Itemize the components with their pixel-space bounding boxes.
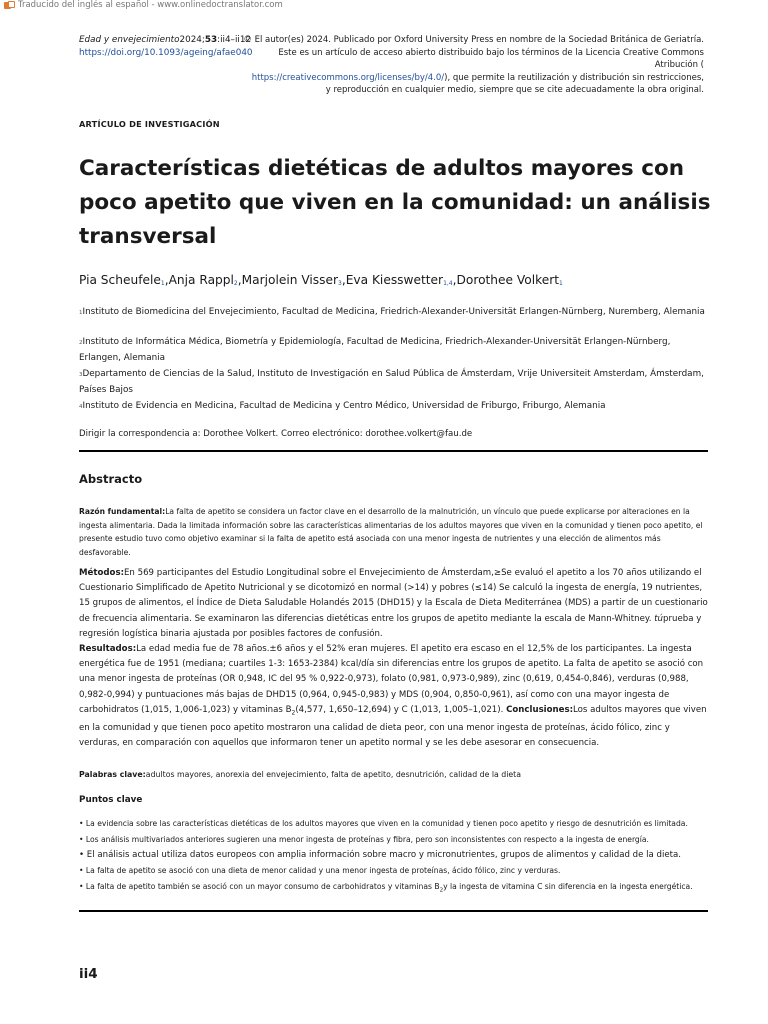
author-name[interactable]: Pia Scheufele — [79, 273, 161, 287]
affiliation-text: Instituto de Biomedicina del Envejecimiento, Facultad de Medicina, Friedrich-Alexander-Universität Erlangen-Nürnberg, Nuremberg, Alemania — [82, 307, 705, 317]
methods-text-2: prueba y regresión logística binaria ajustada por posibles factores de confusión. — [79, 613, 702, 639]
keywords-text: adultos mayores, anorexia del envejecimiento, falta de apetito, desnutrición, calidad de la dieta — [145, 770, 522, 779]
results-subscript: 2 — [291, 709, 296, 717]
methods-italic: tú — [654, 613, 664, 624]
author-affiliation-ref[interactable]: 3 — [337, 280, 342, 287]
key-points-list — [79, 816, 714, 900]
abstract-heading: Abstracto — [79, 472, 143, 486]
affiliation-number: 2 — [79, 340, 83, 346]
conclusions-text: Los adultos mayores que viven en la comunidad y que tienen poco apetito mostraron una calidad de dieta peor, con una menor ingesta de proteínas, ácido fólico, zinc y verduras, en comparación con aquellos que informaron tener un apetito normal y se les debe asesorar en consecuencia. — [79, 704, 707, 748]
license-link[interactable]: https://creativecommons.org/licenses/by/4.0/ — [251, 72, 445, 83]
key-point-5-subscript: 2 — [439, 887, 444, 894]
copyright-line-3: ), que permite la reutilización y distribución sin restricciones, — [444, 72, 704, 83]
article-title: Características dietéticas de adultos mayores con poco apetito que viven en la comunidad: un análisis transversal — [79, 156, 711, 249]
divider-top — [79, 450, 708, 452]
affiliation-text: Departamento de Ciencias de la Salud, Instituto de Investigación en Salud Pública de Ámsterdam, Vrije Universiteit Amsterdam, Ámsterdam, Países Bajos — [79, 369, 704, 395]
methods-text: En 569 participantes del Estudio Longitudinal sobre el Envejecimiento de Ámsterdam,≥Se evaluó el apetito a los 70 años utilizando el Cuestionario Simplificado de Apetito Nutricional y se dicotomizó en normal (>14) y pobres (≤14) Se calculó la ingesta de energía, 19 nutrientes, 15 grupos de alimentos, el Índice de Dieta Saludable Holandés 2015 (DHD15) y la Escala de Dieta Mediterránea (MDS) a partir de un cuestionario de frecuencia alimentaria. Se examinaron las diferencias dietéticas entre los grupos de apetito mediante la escala de Mann-Whitney. — [79, 568, 708, 624]
journal-year: 2024; — [179, 35, 205, 45]
results-label: Resultados: — [79, 644, 137, 655]
methods-label: Métodos: — [79, 568, 124, 578]
affiliation-number: 1 — [79, 310, 83, 316]
author-name[interactable]: Anja Rappl — [168, 273, 234, 287]
list-item: • La falta de apetito se asoció con una dieta de menor calidad y una menor ingesta de proteínas, ácido fólico, zinc y verduras. — [79, 866, 561, 876]
rationale-label: Razón fundamental: — [79, 507, 166, 516]
abstract-body — [79, 566, 710, 751]
key-point-5-text-2: y la ingesta de vitamina C sin diferencia en la ingesta energética. — [443, 882, 693, 892]
keywords-label: Palabras clave: — [79, 770, 146, 779]
results-text: La edad media fue de 78 años.±6 años y el 52% eran mujeres. El apetito era escaso en el 12,5% de los participantes. La ingesta energética fue de 1951 (mediana; cuartiles 1-3: 1653-2384) kcal/día sin diferencias entre los grupos de apetito. La falta de apetito se asoció con una menor ingesta de proteínas (OR 0,948, IC del 95 % 0,922-0,973), folato (0,981, 0,973-0,989), zinc (0,619, 0,454-0,846), verduras (0,988, 0,982-0,994) y puntuaciones más bajas de DHD15 (0,964, 0,945-0,983) y MDS (0,904, 0,850-0,961), así como con una mayor ingesta de carbohidratos (1,015, 1,006-1,023) y vitaminas B — [79, 644, 704, 715]
author-name[interactable]: Dorothee Volkert — [456, 273, 560, 287]
correspondence: Dirigir la correspondencia a: Dorothee Volkert. Correo electrónico: dorothee.volkert@fau.de — [79, 429, 473, 439]
author-affiliation-ref[interactable]: 1 — [559, 280, 563, 287]
translator-banner[interactable] — [4, 0, 283, 10]
author-name[interactable]: Eva Kiesswetter — [345, 273, 444, 287]
journal-pages: :ii4–ii12 — [217, 35, 252, 45]
affiliation-number: 4 — [79, 404, 83, 410]
author-affiliation-ref[interactable]: 1 — [160, 280, 165, 287]
journal-volume: 53 — [204, 35, 218, 45]
citation-block — [79, 34, 253, 60]
results-text-2: (4,577, 1,650–12,694) y C (1,013, 1,005–1,021). — [295, 704, 504, 715]
affiliation-number: 3 — [79, 372, 83, 378]
affiliation — [79, 399, 714, 415]
list-item: • La evidencia sobre las características dietéticas de los adultos mayores que viven en la comunidad y tienen poco apetito y riesgo de desnutrición es limitada. — [79, 819, 688, 828]
translate-icon — [4, 1, 15, 10]
affiliation — [79, 305, 714, 321]
key-points-heading: Puntos clave — [79, 795, 143, 805]
copyright-notice — [234, 34, 704, 97]
article-type: ARTÍCULO DE INVESTIGACIÓN — [79, 119, 220, 129]
divider-bottom — [79, 910, 708, 912]
doi-link[interactable]: https://doi.org/10.1093/ageing/afae040 — [79, 48, 253, 58]
author-name[interactable]: Marjolein Visser — [241, 273, 338, 287]
copyright-line-4: y reproducción en cualquier medio, siempre que se cite adecuadamente la obra original. — [325, 85, 704, 95]
rationale-text: La falta de apetito se considera un factor clave en el desarrollo de la malnutrición, un vínculo que puede explicarse por alteraciones en la ingesta alimentaria. Dada la limitada información sobre las características alimentarias de los adultos mayores que viven en la comunidad y tienen poco apetito, el presente estudio tuvo como objetivo examinar si la falta de apetito está asociada con una menor ingesta de nutrientes y una elección de alimentos más desfavorable. — [79, 507, 703, 557]
journal-name: Edad y envejecimiento — [79, 35, 180, 45]
author-affiliation-ref[interactable]: 1,4 — [443, 280, 453, 287]
author-list: Pia Scheufele$_1$,Anja Rappl$_2$,Marjolein Visser$_3$,Eva Kiesswetter$_{1,4}$,Dorothee Volkert$_1$ — [79, 273, 563, 287]
list-item: • Los análisis multivariados anteriores sugieren una menor ingesta de proteínas y fibra, pero son inconsistentes con respecto a la ingesta de energía. — [79, 834, 649, 844]
key-point-5-text: • La falta de apetito también se asoció con un mayor consumo de carbohidratos y vitaminas B — [79, 882, 440, 892]
affiliation-text: Instituto de Informática Médica, Biometría y Epidemiología, Facultad de Medicina, Friedrich-Alexander-Universität Erlangen-Nürnberg, Erlangen, Alemania — [79, 337, 671, 363]
page-number: ii4 — [79, 966, 98, 982]
copyright-line-1: © El autor(es) 2024. Publicado por Oxford University Press en nombre de la Sociedad Británica de Geriatría. — [243, 35, 704, 45]
affiliation-text: Instituto de Evidencia en Medicina, Facultad de Medicina y Centro Médico, Universidad de Friburgo, Friburgo, Alemania — [82, 401, 606, 411]
copyright-line-2: Este es un artículo de acceso abierto distribuido bajo los términos de la Licencia Creative Commons Atribución ( — [278, 47, 704, 70]
affiliation — [79, 335, 714, 366]
keywords — [79, 770, 521, 779]
conclusions-label: Conclusiones: — [506, 704, 574, 715]
affiliation — [79, 367, 714, 398]
list-item — [79, 879, 714, 899]
translator-banner-text: Traducido del inglés al español - www.onlinedoctranslator.com — [18, 0, 283, 10]
author-affiliation-ref[interactable]: 2 — [233, 280, 238, 287]
list-item: • El análisis actual utiliza datos europeos con amplia información sobre macro y micronutrientes, grupos de alimentos y calidad de la dieta. — [79, 849, 682, 860]
abstract-rationale — [79, 505, 709, 559]
